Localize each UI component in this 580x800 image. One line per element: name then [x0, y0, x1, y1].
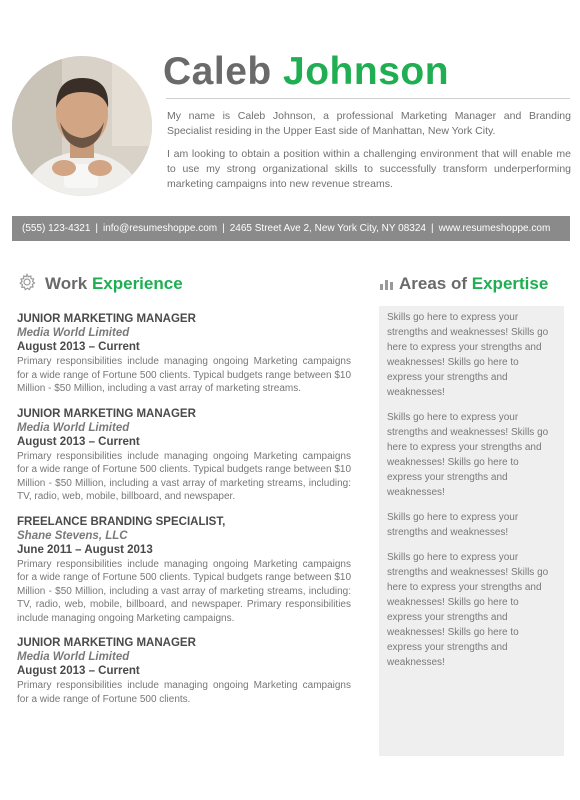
heading-part: Areas of: [399, 274, 468, 293]
intro-paragraph: My name is Caleb Johnson, a professional Marketing Manager and Branding Specialist residing in the Upper East side of Manhattan, New York City.: [167, 110, 571, 137]
job-description: Primary responsibilities include managing ongoing Marketing campaigns for a wide range of Fortune 500 clients.: [17, 680, 351, 705]
job-title: JUNIOR MARKETING MANAGER: [17, 637, 196, 649]
job-entry: [17, 407, 351, 504]
expertise-panel: [379, 306, 564, 756]
skill-item: Skills go here to express your strengths and weaknesses! Skills go here to express your strengths and weaknesses! Skills go here to express your strengths and weaknesses!: [387, 412, 549, 498]
profile-photo: [12, 56, 152, 196]
contact-separator: |: [222, 223, 225, 234]
contact-separator: |: [430, 223, 434, 234]
heading-part: Work: [45, 274, 88, 293]
contact-email[interactable]: info@resumeshoppe.com: [103, 223, 218, 234]
job-dates: August 2013 – Current: [17, 435, 140, 448]
skill-item: Skills go here to express your strengths and weaknesses! Skills go here to express your strengths and weaknesses! Skills go here to express your strengths and weaknesses!: [387, 312, 549, 398]
header-divider: [166, 98, 570, 99]
contact-website[interactable]: www.resumeshoppe.com: [438, 223, 551, 234]
last-name: Johnson: [283, 50, 450, 93]
contact-separator: |: [95, 223, 98, 234]
work-experience-title: [45, 274, 183, 294]
contact-bar: [12, 216, 570, 241]
candidate-name: [163, 50, 449, 94]
skill-item: Skills go here to express your strengths and weaknesses! Skills go here to express your strengths and weaknesses! Skills go here to express your strengths and weaknesses! Skills go here to express your strengths and weaknesses!: [387, 552, 549, 668]
job-title: JUNIOR MARKETING MANAGER: [17, 407, 196, 420]
work-experience-list: [17, 312, 351, 717]
heading-part-accent: Expertise: [471, 274, 549, 293]
job-company: Shane Stevens, LLC: [17, 529, 128, 542]
job-title: FREELANCE BRANDING SPECIALIST,: [17, 515, 226, 528]
job-title: JUNIOR MARKETING MANAGER: [17, 313, 196, 325]
expertise-title: [399, 274, 548, 294]
job-company: Media World Limited: [17, 421, 130, 434]
job-description: Primary responsibilities include managing ongoing Marketing campaigns for a wide range of Fortune 500 clients. Typical budgets range between $10 Million - $50 Million, including a vast array of marketing streams, including: TV, radio, web, mobile, billboard, and newspaper.: [17, 450, 351, 502]
contact-phone: (555) 123-4321: [22, 223, 91, 234]
job-description: Primary responsibilities include managing ongoing Marketing campaigns for a wide range of Fortune 500 clients. Typical budgets range between $10 Million - $50 Million, including a vast array of marketing streams.: [17, 356, 351, 394]
job-dates: June 2011 – August 2013: [17, 543, 153, 556]
job-entry: [17, 312, 351, 396]
intro-summary: [167, 109, 571, 200]
job-company: Media World Limited: [17, 327, 130, 339]
job-description: Primary responsibilities include managing ongoing Marketing campaigns for a wide range of Fortune 500 clients. Typical budgets range between $10 Million - $50 Million, including a vast array of marketing streams, including: TV, radio, web, mobile, billboard, and newspaper. Primary responsibilities include managing ongoing Marketing campaigns.: [17, 558, 351, 624]
gear-icon: [18, 273, 36, 296]
job-dates: August 2013 – Current: [17, 665, 140, 677]
contact-address: 2465 Street Ave 2, New York City, NY 08324: [229, 223, 426, 234]
skill-item: Skills go here to express your strengths and weaknesses!: [387, 512, 519, 538]
job-dates: August 2013 – Current: [17, 341, 140, 353]
first-name: Caleb: [163, 50, 272, 93]
intro-paragraph: I am looking to obtain a position within a challenging environment that will enable me to use my strong organizational skills to successfully transform underperforming marketing campaigns into new revenue streams.: [167, 148, 571, 190]
profile-photo-illustration: [12, 56, 152, 196]
job-entry: [17, 636, 351, 706]
bar-chart-icon: [380, 277, 394, 295]
job-company: Media World Limited: [17, 651, 130, 663]
job-entry: [17, 515, 351, 626]
heading-part-accent: Experience: [91, 274, 183, 293]
